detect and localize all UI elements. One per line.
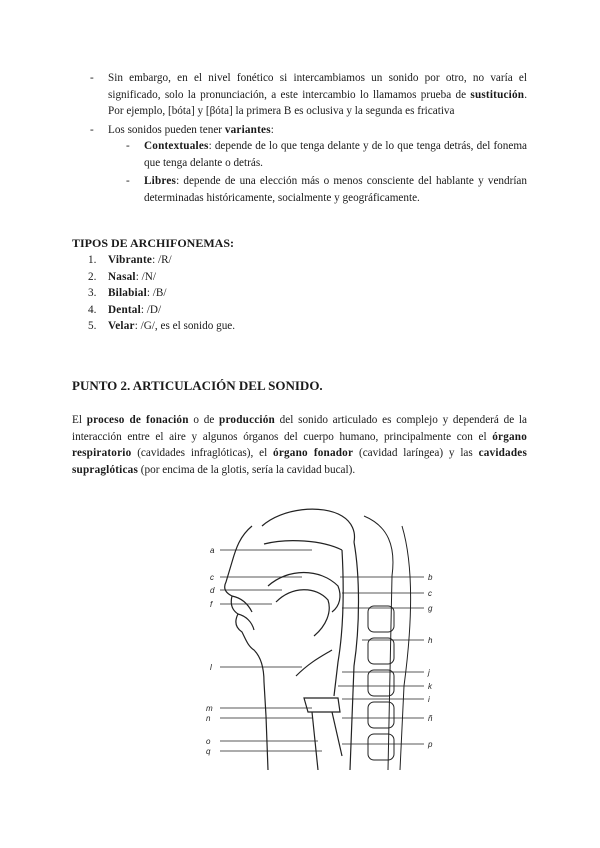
- archifonema-value: : /B/: [146, 287, 167, 299]
- archifonema-item: [72, 252, 527, 269]
- label-h: h: [428, 636, 433, 645]
- archifonema-name: Bilabial: [108, 287, 147, 299]
- label-k: k: [428, 682, 432, 691]
- body-paragraph: [72, 412, 527, 478]
- archifonemas-heading: TIPOS DE ARCHIFONEMAS:: [72, 236, 235, 250]
- archifonema-name: Dental: [108, 303, 141, 316]
- right-labels: [427, 573, 433, 749]
- paragraph-bold-term: proceso de fonación: [86, 414, 189, 426]
- bullet-bold-term: variantes: [224, 123, 271, 136]
- label-d: d: [210, 586, 215, 595]
- archifonema-name: Velar: [108, 320, 135, 332]
- head-outline: [225, 509, 359, 770]
- paragraph-text: (cavidad laríngea) y las: [353, 447, 479, 459]
- paragraph-text: (cavidades infraglóticas), el: [131, 447, 274, 459]
- label-l: l: [210, 663, 212, 672]
- label-n: n: [206, 714, 211, 723]
- label-g: g: [428, 604, 433, 613]
- bullet-text-part: Los sonidos pueden tener: [108, 123, 225, 136]
- archifonema-name: Nasal: [108, 270, 136, 283]
- left-labels: [206, 546, 215, 756]
- bullet-text: [108, 122, 527, 139]
- bullet-item: [72, 122, 527, 139]
- sub-bullet-item: [72, 138, 527, 171]
- sub-bullet-text-part: : depende de una elección más o menos consciente del hablante y vendrían determinadas históricamente, socialmente y geográficamente.: [144, 175, 527, 204]
- bullet-bold-term: sustitución: [470, 88, 525, 101]
- sub-bullet-bold-term: Contextuales: [144, 140, 209, 152]
- archifonema-name: Vibrante: [108, 254, 153, 266]
- item-number: 1.: [88, 254, 97, 266]
- label-o: o: [206, 737, 211, 746]
- bullet-text-part: . Por ejemplo, [bóta] y [βóta] la primera B es oclusiva y la segunda es fricativa: [108, 88, 527, 117]
- paragraph-bold-term: órgano fonador: [273, 447, 354, 459]
- sub-bullet-bold-term: Libres: [144, 175, 177, 187]
- paragraph-text: o de: [188, 414, 220, 426]
- archifonema-item: [72, 318, 527, 335]
- bullet-dash: -: [90, 72, 94, 84]
- paragraph-bold-term: cavidades supraglóticas: [72, 447, 527, 476]
- item-number: 5.: [88, 320, 97, 332]
- archifonema-value: : /D/: [140, 303, 162, 316]
- archifonema-value: : /G/, es el sonido gue.: [134, 320, 236, 332]
- sub-bullet-dash: -: [126, 140, 130, 152]
- sub-bullet-text: [144, 138, 527, 171]
- section-heading: PUNTO 2. ARTICULACIÓN DEL SONIDO.: [72, 378, 323, 393]
- item-number: 3.: [88, 287, 97, 299]
- spine-outline: [364, 516, 411, 770]
- archifonema-item: [72, 285, 527, 302]
- sub-bullet-dash: -: [126, 175, 130, 187]
- label-a: a: [210, 546, 215, 555]
- paragraph-bold-term: órgano respiratorio: [72, 430, 527, 459]
- sub-bullet-text-part: : depende de lo que tenga delante y de lo que tenga detrás, del fonema que tenga delante o detrás.: [144, 140, 527, 169]
- archifonema-value: : /N/: [135, 270, 156, 283]
- label-b: b: [428, 573, 433, 582]
- paragraph-text: (por encima de la glotis, sería la cavidad bucal).: [138, 463, 356, 476]
- bullet-text-part: Sin embargo, en el nivel fonético si intercambiamos un sonido por otro, no varía el significado, solo la pronunciación, a este intercambio lo llamamos prueba de: [108, 72, 527, 101]
- label-enye: ñ: [428, 714, 433, 723]
- bullet-text: [108, 70, 527, 120]
- label-p: p: [428, 740, 433, 749]
- label-i: i: [428, 695, 430, 704]
- bullet-item: [72, 70, 527, 120]
- label-f: f: [210, 600, 213, 609]
- label-m: m: [206, 704, 213, 713]
- bullet-list: [72, 70, 527, 206]
- label-c-right: c: [428, 589, 432, 598]
- archifonema-item: [72, 269, 527, 286]
- bullet-text-part: :: [270, 123, 274, 136]
- item-number: 2.: [88, 270, 97, 283]
- item-number: 4.: [88, 303, 97, 316]
- archifonema-value: : /R/: [152, 254, 172, 266]
- sub-bullet-text: [144, 173, 527, 206]
- paragraph-text: El: [72, 414, 87, 426]
- archifonema-item: [72, 302, 527, 319]
- label-j: j: [428, 668, 430, 677]
- bullet-dash: -: [90, 123, 94, 136]
- paragraph-bold-term: producción: [219, 414, 275, 426]
- sub-bullet-item: [72, 173, 527, 206]
- paragraph-text: del sonido articulado es complejo y dependerá de la interacción entre el aire y algunos órganos del cuerpo humano, principalmente con el: [72, 414, 527, 443]
- label-lines: [220, 550, 424, 751]
- vocal-tract-diagram: [192, 486, 448, 770]
- label-c: c: [210, 573, 214, 582]
- label-q: q: [206, 747, 211, 756]
- archifonemas-list: [72, 252, 527, 335]
